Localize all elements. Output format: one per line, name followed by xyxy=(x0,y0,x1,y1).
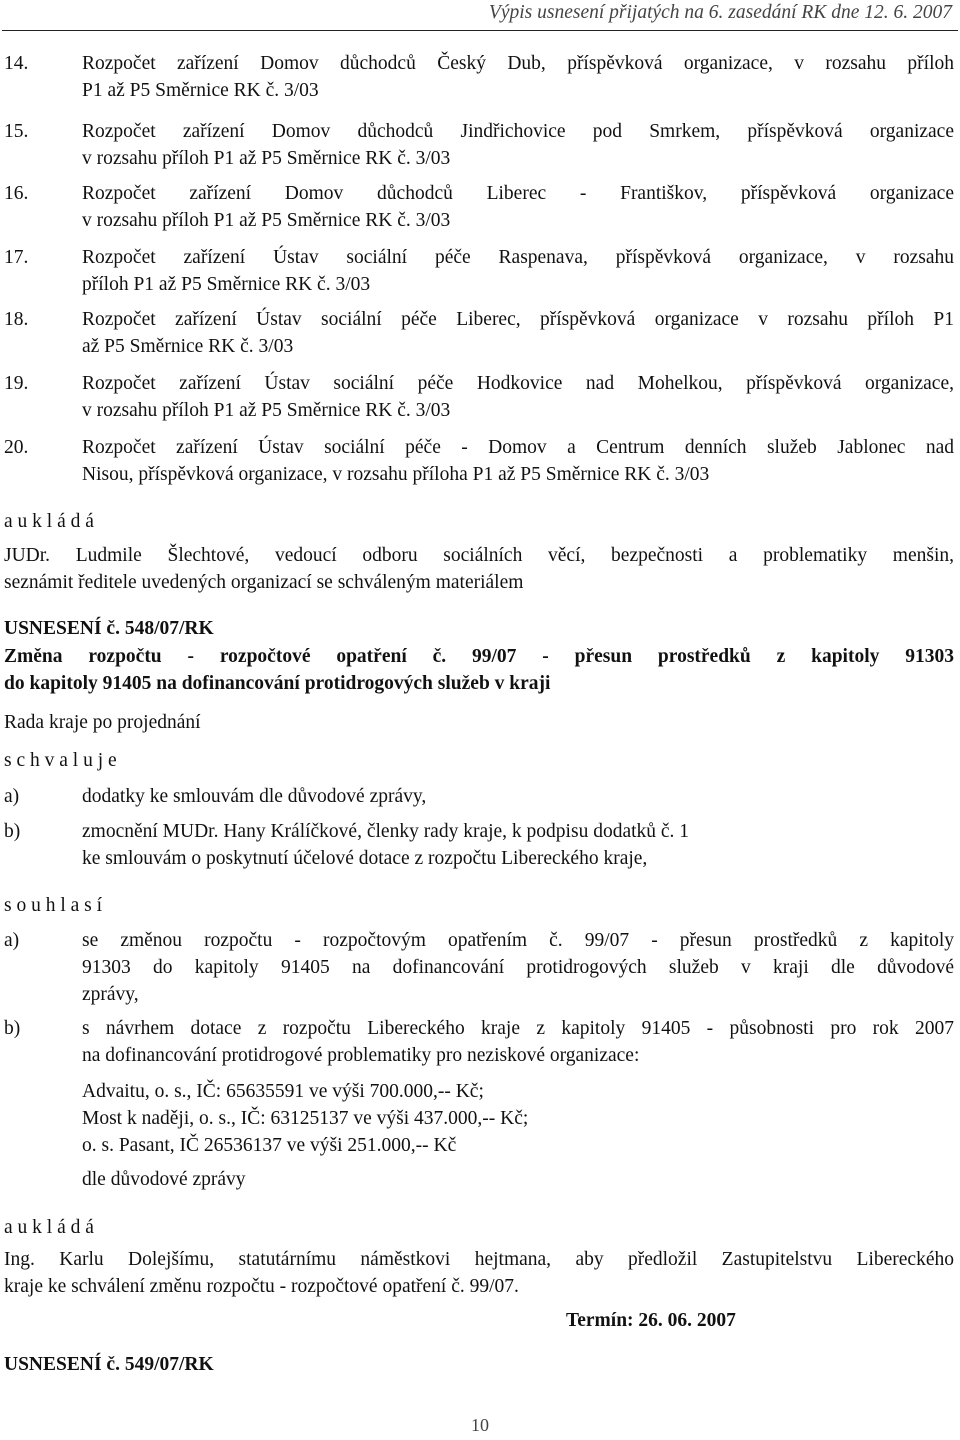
item-line: Rozpočet zařízení Ústav sociální péče Hodkovice nad Mohelkou, příspěvková organizace, xyxy=(82,373,954,394)
organizations-list xyxy=(82,1078,528,1159)
item-line: Rozpočet zařízení Domov důchodců Liberec - Františkov, příspěvková organizace xyxy=(82,183,954,204)
item-number: 20. xyxy=(4,437,29,458)
ukada-paragraph xyxy=(4,542,954,596)
title-line: do kapitoly 91405 na dofinancování protidrogových služeb v kraji xyxy=(4,673,551,694)
paragraph-line: Ing. Karlu Dolejšímu, statutárnímu náměstkovi hejtmana, aby předložil Zastupitelstvu Libereckého xyxy=(4,1249,954,1270)
item-line: s návrhem dotace z rozpočtu Libereckého kraje z kapitoly 91405 - působnosti pro rok 2007 xyxy=(82,1018,954,1039)
item-number: 14. xyxy=(4,53,29,74)
title-line: Změna rozpočtu - rozpočtové opatření č. 99/07 - přesun prostředků z kapitoly 91303 xyxy=(4,646,954,667)
item-line: příloh P1 až P5 Směrnice RK č. 3/03 xyxy=(82,274,371,295)
item-line: zmocnění MUDr. Hany Králíčkové, členky rady kraje, k podpisu dodatků č. 1 xyxy=(82,821,690,842)
item-line: v rozsahu příloh P1 až P5 Směrnice RK č. 3/03 xyxy=(82,148,451,169)
item-line: Rozpočet zařízení Ústav sociální péče - Domov a Centrum denních služeb Jablonec nad xyxy=(82,437,954,458)
item-line: P1 až P5 Směrnice RK č. 3/03 xyxy=(82,80,319,101)
item-line: dodatky ke smlouvám dle důvodové zprávy, xyxy=(82,786,427,807)
paragraph-line: seznámit ředitele uvedených organizací se schváleným materiálem xyxy=(4,572,524,593)
item-line: Rozpočet zařízení Domov důchodců Český Dub, příspěvková organizace, v rozsahu příloh xyxy=(82,53,954,74)
reason-text: dle důvodové zprávy xyxy=(82,1169,246,1190)
resolution-548-intro: Rada kraje po projednání xyxy=(4,712,201,733)
item-number: 16. xyxy=(4,183,29,204)
ukada-heading: a u k l á d á xyxy=(4,511,94,532)
item-number: 15. xyxy=(4,121,29,142)
item-line: ke smlouvám o poskytnutí účelové dotace z rozpočtu Libereckého kraje, xyxy=(82,848,648,869)
item-number: 19. xyxy=(4,373,29,394)
organization-entry: Most k naději, o. s., IČ: 63125137 ve výši 437.000,-- Kč; xyxy=(82,1108,529,1129)
item-label: a) xyxy=(4,786,20,807)
header-rule xyxy=(2,30,958,31)
souhlasi-heading: s o u h l a s í xyxy=(4,895,103,916)
ukada-paragraph-2 xyxy=(4,1246,954,1300)
item-line: Rozpočet zařízení Ústav sociální péče Liberec, příspěvková organizace v rozsahu příloh P1 xyxy=(82,309,954,330)
paragraph-line: JUDr. Ludmile Šlechtové, vedoucí odboru sociálních věcí, bezpečnosti a problematiky menšin, xyxy=(4,545,954,566)
deadline: Termín: 26. 06. 2007 xyxy=(566,1310,736,1331)
paragraph-line: kraje ke schválení změnu rozpočtu - rozpočtové opatření č. 99/07. xyxy=(4,1276,519,1297)
page-number: 10 xyxy=(471,1415,489,1435)
item-label: a) xyxy=(4,930,20,951)
item-line: až P5 Směrnice RK č. 3/03 xyxy=(82,336,294,357)
running-header: Výpis usnesení přijatých na 6. zasedání RK dne 12. 6. 2007 xyxy=(488,2,952,23)
item-line: Rozpočet zařízení Ústav sociální péče Raspenava, příspěvková organizace, v rozsahu xyxy=(82,247,954,268)
item-line: v rozsahu příloh P1 až P5 Směrnice RK č. 3/03 xyxy=(82,210,451,231)
resolution-548-title xyxy=(4,643,954,697)
item-line: 91303 do kapitoly 91405 na dofinancování protidrogových služeb v kraji dle důvodové xyxy=(82,957,954,978)
item-number: 17. xyxy=(4,247,29,268)
item-line: zprávy, xyxy=(82,984,139,1005)
organization-entry: Advaitu, o. s., IČ: 65635591 ve výši 700.000,-- Kč; xyxy=(82,1081,484,1102)
item-number: 18. xyxy=(4,309,29,330)
item-line: se změnou rozpočtu - rozpočtovým opatřením č. 99/07 - přesun prostředků z kapitoly xyxy=(82,930,954,951)
resolution-548-number: USNESENÍ č. 548/07/RK xyxy=(4,618,214,639)
item-label: b) xyxy=(4,821,21,842)
organization-entry: o. s. Pasant, IČ 26536137 ve výši 251.000,-- Kč xyxy=(82,1135,457,1156)
item-line: v rozsahu příloh P1 až P5 Směrnice RK č. 3/03 xyxy=(82,400,451,421)
item-label: b) xyxy=(4,1018,21,1039)
item-line: na dofinancování protidrogové problematiky pro neziskové organizace: xyxy=(82,1045,640,1066)
item-line: Nisou, příspěvková organizace, v rozsahu příloha P1 až P5 Směrnice RK č. 3/03 xyxy=(82,464,710,485)
resolution-549-number: USNESENÍ č. 549/07/RK xyxy=(4,1354,214,1375)
schvaluje-heading: s c h v a l u j e xyxy=(4,750,117,771)
ukada-heading-2: a u k l á d á xyxy=(4,1217,94,1238)
item-line: Rozpočet zařízení Domov důchodců Jindřichovice pod Smrkem, příspěvková organizace xyxy=(82,121,954,142)
